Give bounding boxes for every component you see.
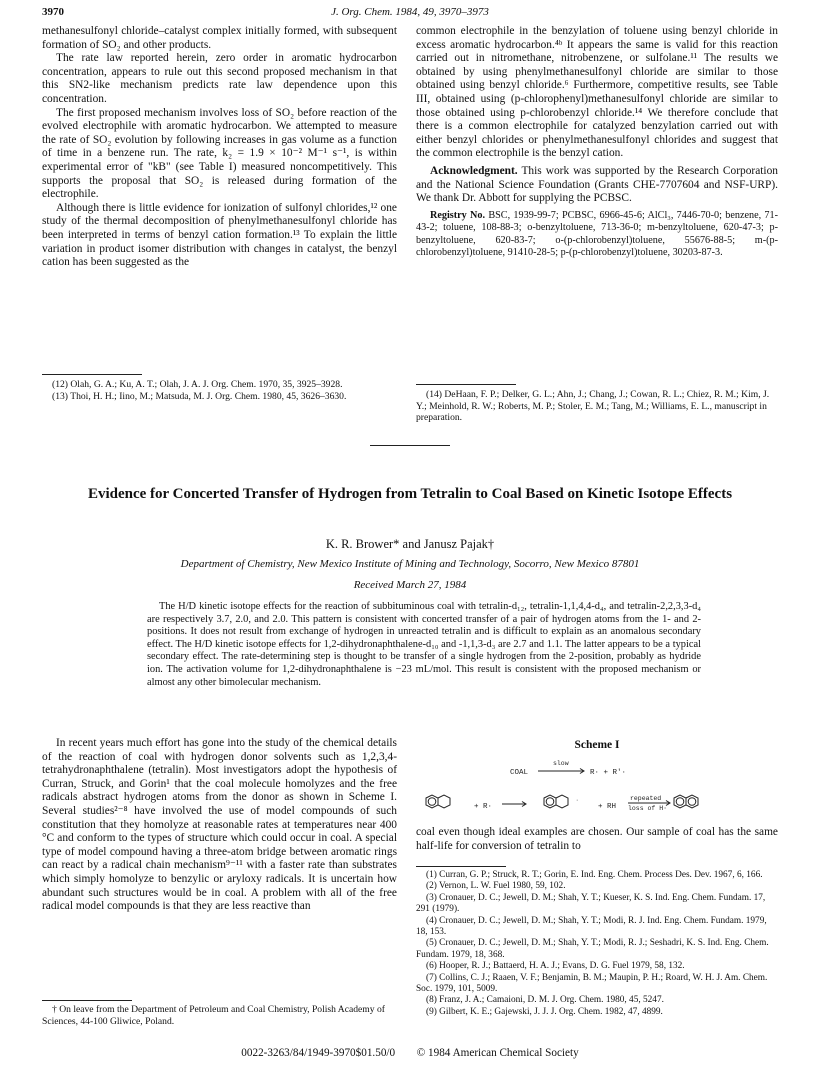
reference-item: (9) Gilbert, K. E.; Gajewski, J. J. J. Org. Chem. 1982, 47, 4899. [426, 1006, 663, 1017]
reference-item: (7) Collins, C. J.; Raaen, V. F.; Benjamin, B. M.; Maupin, P. H.; Roard, W. H. J. Am. Chem. Soc. 1979, 101, 5009. [416, 972, 768, 995]
tetralin-structure [426, 795, 450, 808]
prev-paragraph: Although there is little evidence for ionization of sulfonyl chlorides,¹² one study of the thermal decomposition of phenylmethanesulfonyl chloride has been interpreted in terms of benzyl cation formation.¹³ To explain the little variation in product isomer distribution with changes in catalyst, the benzyl cation has been suggested as the [42, 201, 397, 269]
reference-item: (2) Vernon, L. W. Fuel 1980, 59, 102. [426, 881, 566, 892]
abstract [147, 601, 701, 689]
footnote-rule-body-left [42, 1000, 132, 1001]
naphthalene-structure [674, 795, 698, 808]
scheme-repeated: repeated [630, 795, 662, 802]
scheme-plus-rh: + RH [598, 803, 617, 811]
reference-item: (6) Hooper, R. J.; Battaerd, H. A. J.; Evans, D. G. Fuel 1979, 58, 132. [426, 961, 685, 972]
prev-left-column [42, 25, 397, 270]
footnote: † On leave from the Department of Petroleum and Coal Chemistry, Polish Academy of Sciences, 44-100 Gliwice, Poland. [42, 1004, 385, 1027]
received-date: Received March 27, 1984 [353, 579, 467, 591]
body-paragraph: In recent years much effort has gone into the study of the chemical details of the reaction of coal with hydrogen donor solvents such as 1,2,3,4-tetrahydronaphthalene (tetralin). Most investigators adopt the hypothesis of Curran, Struck, and Gorin¹ that the coal molecule homolyzes and the free radicals abstract hydrogen atoms from the donor as shown in Scheme I. Several studies²⁻⁸ have involved the use of model compounds of such constitution that they homolyze at reasonable rates at temperatures near 400 °C and conform to the types of structure which could occur in coal. A special type of model compound having a three-atom bridge between aromatic rings can react by a radical chain mechanism⁹⁻¹¹ with a faster rate than substrates which simply homolyze to benzylic or aryloxy radicals. It is uncertain how abundant such structures would be in coal. A problem with all of the free radical model compounds is that they are less reactive than [42, 737, 397, 913]
footnote: (13) Thoi, H. H.; Iino, M.; Matsuda, M. J. Org. Chem. 1980, 45, 3626–3630. [52, 390, 347, 402]
reference-item: (1) Curran, G. P.; Struck, R. T.; Gorin, E. Ind. Eng. Chem. Process Des. Dev. 1967, 6, 166. [426, 870, 763, 880]
registry-numbers [416, 210, 778, 260]
prev-paragraph: The rate law reported herein, zero order in aromatic hydrocarbon concentration, appears to rule out this second proposed mechanism in that this SN2-like mechanism predicts rate law dependence upon this concentration. [42, 52, 397, 105]
article-code: 0022-3263/84/1949-3970$01.50/0 [241, 1047, 396, 1059]
journal-header: J. Org. Chem. 1984, 49, 3970–3973 [331, 6, 489, 18]
prev-paragraph: methanesulfonyl chloride–catalyst complex initially formed, with subsequent formation of SO₂ and other products. [42, 25, 397, 51]
radical-dot: · [576, 797, 579, 804]
page-footer [0, 1047, 820, 1059]
prev-footnotes-left [42, 379, 397, 402]
body-paragraph: coal even though ideal examples are chosen. Our sample of coal has the same half-life for conversion of tetralin to [416, 826, 778, 852]
prev-paragraph: The first proposed mechanism involves loss of SO₂ before reaction of the evolved electrophile with aromatic hydrocarbon. We attempted to measure the rate of SO₂ evolution by following increases in gas volume as a function of time in a benzene run. The rate, k₂ = 1.9 × 10⁻² M⁻¹ s⁻¹, is within experimental error of "kB" (see Table I) measured noncompetitively. This supports the proposal that SO₂ is released during formation of the electrophile. [42, 106, 397, 201]
registry-text: BSC, 1939-99-7; PCBSC, 6966-45-6; AlCl₃, 7446-70-0; benzene, 71-43-2; toluene, 108-88-3; o-benzyltoluene, 713-36-0; m-benzyltoluene, 620-47-3; p-benzyltoluene, 620-83-7; o-(p-chlorobenzyl)toluene, 55676-88-5; m-(p-chlorobenzyl)toluene, 91410-28-5; p-(p-chlorobenzyl)toluene, 30203-87-3. [416, 209, 779, 258]
reference-item: (4) Cronauer, D. C.; Jewell, D. M.; Shah, Y. T.; Modi, R. J. Ind. Eng. Chem. Fundam. 1979, 18, 153. [416, 915, 767, 938]
page-number: 3970 [42, 6, 64, 18]
article-separator [370, 445, 450, 446]
references [416, 870, 778, 1018]
scheme-title: Scheme I [574, 739, 620, 751]
scheme-loss: loss of H· [628, 805, 668, 812]
prev-paragraph: common electrophile in the benzylation of toluene using benzyl chloride in excess aromatic hydrocarbon.⁴ᵇ It appears the same is valid for this reaction carried out in nitromethane, nitrobenzene, or sulfolane.¹¹ The results we obtained by using phenylmethanesulfonyl chloride are similar to those obtained using benzyl chloride.⁶ Furthermore, competitive results, see Table III, obtained using (p-chlorophenyl)methanesulfonyl chloride are similar to those obtained using p-chlorobenzyl chloride.¹⁴ We therefore conclude that there is a common electrophile for catalyzed benzylation carried out with either benzyl chlorides or phenylmethanesulfonyl chlorides and suggest that the common electrophile is the benzyl cation. [416, 25, 778, 160]
acknowledgment-label: Acknowledgment. [430, 164, 518, 177]
affiliation: Department of Chemistry, New Mexico Institute of Mining and Technology, Socorro, New Mexico 87801 [180, 558, 640, 570]
acknowledgment-text: This work was supported by the Research Corporation and the National Science Foundation (Grants CHE-7707604 and NSF-URP). We thank Dr. Abbott for supplying the PCBSC. [416, 164, 778, 205]
prev-footnotes-right [416, 389, 778, 424]
footnote-rule-right [416, 384, 516, 385]
references-rule [416, 866, 506, 867]
body-right-column [416, 826, 778, 853]
abstract-text: The H/D kinetic isotope effects for the reaction of subbituminous coal with tetralin-d₁₂, tetralin-1,1,4,4-d₄, and tetralin-2,2,3,3-d₄ are respectively 3.7, 2.0, and 2.0. This pattern is consistent with concerted transfer of a pair of hydrogen atoms from the 1- and 2-positions. It does not result from exchange of hydrogen in unreacted tetralin and is difficult to explain as an anomalous secondary effect. The H/D kinetic isotope effects for 1,2-dihydronaphthalene-d₁₀ and -1,1,3-d₃ are 2.7 and 1.1. The latter appears to be a typical secondary effect. The rate-determining step is thought to be transfer of a single hydrogen from the 2-position, probably as hydride ion. The activation volume for 1,2-dihydronaphthalene is −23 mL/mol. This result is consistent with the proposed mechanism or almost any other bimolecular mechanism. [147, 601, 701, 688]
tetralin-radical-structure [544, 795, 568, 808]
scheme-plus-r: + R· [474, 803, 493, 811]
article-authors: K. R. Brower* and Janusz Pajak† [325, 537, 495, 551]
scheme-slow: slow [553, 760, 569, 767]
footnote: (14) DeHaan, F. P.; Delker, G. L.; Ahn, J.; Chang, J.; Cowan, R. L.; Chiez, R. M.; Kim, J. Y.; Meinhold, R. W.; Roberts, M. P.; Stoler, E. M.; Tang, M.; Williams, E. L., manuscript in preparation. [416, 389, 770, 424]
scheme-radicals: R· + R'· [590, 769, 627, 777]
reference-item: (5) Cronauer, D. C.; Jewell, D. M.; Shah, Y. T.; Modi, R. J.; Seshadri, K. S. Ind. Eng. Chem. Fundam. 1979, 18, 368. [416, 938, 769, 960]
article-title: Evidence for Concerted Transfer of Hydrogen from Tetralin to Coal Based on Kinetic Isotope Effects [87, 486, 733, 502]
reference-item: (8) Franz, J. A.; Camaioni, D. M. J. Org. Chem. 1980, 45, 5247. [426, 995, 664, 1006]
footnote-rule-left [42, 374, 142, 375]
acknowledgment [416, 165, 778, 206]
reference-item: (3) Cronauer, D. C.; Jewell, D. M.; Shah, Y. T.; Kueser, K. S. Ind. Eng. Chem. Fundam. 17, 291 (1979). [416, 892, 766, 915]
copyright: © 1984 American Chemical Society [416, 1047, 579, 1059]
registry-label: Registry No. [430, 209, 486, 221]
author-footnote [42, 1004, 397, 1027]
prev-right-column [416, 25, 778, 259]
footnote: (12) Olah, G. A.; Ku, A. T.; Olah, J. A. J. Org. Chem. 1970, 35, 3925–3928. [52, 379, 343, 390]
body-left-column [42, 737, 397, 914]
scheme-diagram [416, 754, 778, 822]
scheme-coal: COAL [510, 769, 529, 777]
